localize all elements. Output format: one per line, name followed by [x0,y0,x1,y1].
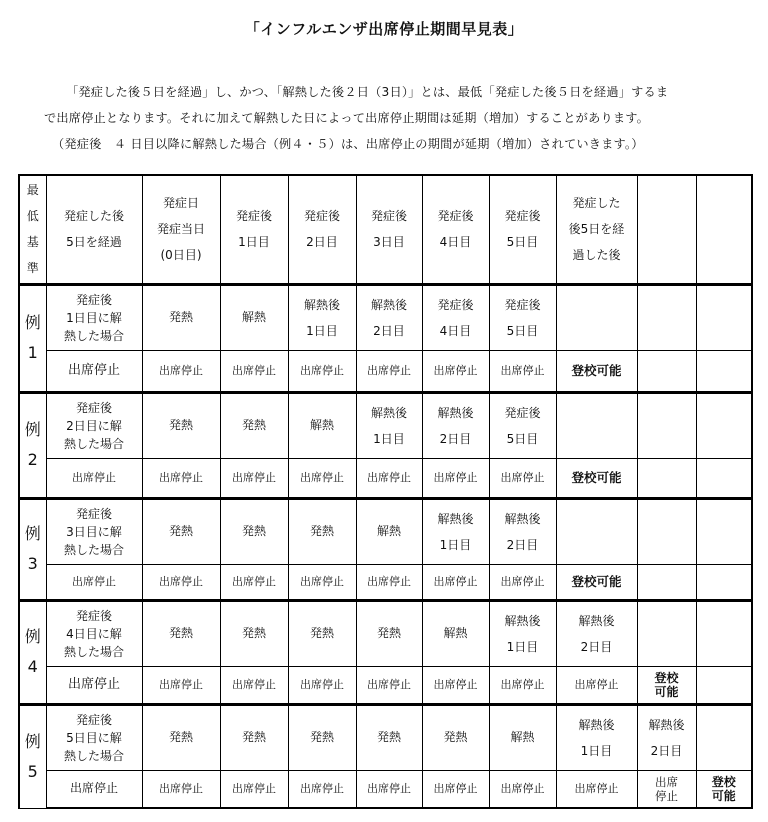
example-status-cell: 登校 可能 [637,666,696,704]
example-day-cell [637,284,696,350]
example-status-cell: 出席停止 [422,350,489,392]
example-status-cell: 出席停止 [220,458,288,498]
header-kijun-char: 準 [26,261,39,276]
example-status-cell: 出席停止 [356,564,422,600]
example-day-cell: 解熱後 1日目 [422,498,489,564]
example-day-cell: 解熱後 2日目 [489,498,556,564]
example-status-cell: 登校可能 [556,564,637,600]
example-label: 例 [24,627,41,646]
example-day-cell: 発熱 [288,704,356,770]
example-3-top-row [19,498,752,564]
header-cell: 発症後 3日目 [356,175,422,284]
header-kijun-char: 低 [26,209,39,224]
example-number: 1 [27,343,38,362]
example-5-top-row [19,704,752,770]
example-status-cell [696,666,752,704]
example-status-cell: 出席停止 [422,666,489,704]
example-status-cell: 出席停止 [288,770,356,808]
example-status-cell [637,350,696,392]
example-status-cell: 出席停止 [422,770,489,808]
example-day-cell: 解熱 [356,498,422,564]
example-day-cell: 解熱後 2日目 [556,600,637,666]
example-day-cell: 解熱後 1日目 [556,704,637,770]
example-status-cell: 登校可能 [556,458,637,498]
example-status-cell: 出席停止 [489,350,556,392]
example-1-top-row [19,284,752,350]
example-status-cell: 出席停止 [356,350,422,392]
example-day-cell: 解熱 [422,600,489,666]
example-case-cell: 発症後 1日目に解 熱した場合 [46,284,142,350]
example-number: 4 [27,657,38,676]
example-day-cell: 解熱 [220,284,288,350]
example-status-cell: 登校 可能 [696,770,752,808]
example-case-cell: 発症後 4日目に解 熱した場合 [46,600,142,666]
example-day-cell [556,284,637,350]
example-status-cell: 出席停止 [142,666,220,704]
example-day-cell [556,498,637,564]
example-day-cell: 発熱 [142,284,220,350]
example-status-cell: 出席停止 [288,564,356,600]
example-day-cell [696,600,752,666]
header-cell: 発症後 2日目 [288,175,356,284]
example-day-cell: 発熱 [288,498,356,564]
example-day-cell: 解熱後 1日目 [356,392,422,458]
intro-line-2: で出席停止となります。それに加えて解熱した日によって出席停止期間は延期（増加）することがあります。 [44,111,650,125]
header-kijun-cell [19,175,46,284]
example-label: 例 [24,524,41,543]
example-day-cell: 発熱 [220,600,288,666]
example-status-cell: 出席停止 [46,666,142,704]
example-status-cell: 出席停止 [220,350,288,392]
example-label-cell [19,600,46,704]
example-status-cell [696,350,752,392]
example-number: 2 [27,450,38,469]
intro-note: （発症後 ４ 日目以降に解熱した場合（例４・５）は、出席停止の期間が延期（増加）されていきます。） [52,137,644,151]
example-status-cell [696,458,752,498]
example-day-cell: 解熱後 2日目 [637,704,696,770]
header-cell: 発症した後 5日を経過 [46,175,142,284]
example-day-cell [696,498,752,564]
example-day-cell [696,284,752,350]
example-status-cell: 出席停止 [142,350,220,392]
attendance-suspension-table [18,174,753,809]
example-day-cell: 発症後 5日目 [489,284,556,350]
example-day-cell [696,392,752,458]
example-status-cell: 出席停止 [556,770,637,808]
header-cell: 発症した 後5日を経 過した後 [556,175,637,284]
example-day-cell: 解熱後 1日目 [288,284,356,350]
example-label: 例 [24,731,41,751]
example-label-cell [19,704,46,808]
example-number: 5 [27,761,38,781]
example-day-cell: 発熱 [220,704,288,770]
example-case-cell: 発症後 2日目に解 熱した場合 [46,392,142,458]
example-day-cell: 発症後 5日目 [489,392,556,458]
example-status-cell: 出席停止 [288,350,356,392]
example-1-bottom-row [19,350,752,392]
example-3-bottom-row [19,564,752,600]
example-day-cell: 発熱 [356,704,422,770]
example-day-cell: 発熱 [142,498,220,564]
header-cell: 発症後 1日目 [220,175,288,284]
example-status-cell: 登校可能 [556,350,637,392]
example-status-cell: 出席停止 [142,564,220,600]
example-status-cell: 出席停止 [556,666,637,704]
example-2-bottom-row [19,458,752,498]
example-status-cell: 出席停止 [489,564,556,600]
example-status-cell: 出席停止 [46,564,142,600]
example-4-top-row [19,600,752,666]
example-status-cell: 出席停止 [46,458,142,498]
example-day-cell: 発熱 [220,392,288,458]
example-day-cell: 発熱 [356,600,422,666]
header-kijun-char: 最 [26,183,39,198]
example-number: 3 [27,554,38,573]
example-day-cell [696,704,752,770]
header-cell [696,175,752,284]
example-4-bottom-row [19,666,752,704]
example-status-cell: 出席停止 [288,458,356,498]
example-day-cell: 発熱 [288,600,356,666]
example-status-cell: 出席停止 [142,770,220,808]
example-case-cell: 発症後 5日目に解 熱した場合 [46,704,142,770]
example-day-cell: 解熱後 2日目 [422,392,489,458]
example-label-cell [19,392,46,498]
example-status-cell: 出席停止 [46,770,142,808]
example-label: 例 [24,313,41,332]
intro-line-1: 「発症した後５日を経過」し、かつ、「解熱した後２日（3日）」とは、最低「発症した後５日を経過」するま [66,85,669,99]
example-day-cell: 解熱後 2日目 [356,284,422,350]
example-status-cell: 出席停止 [220,564,288,600]
example-label-cell [19,498,46,600]
example-status-cell [637,458,696,498]
example-5-bottom-row [19,770,752,808]
header-cell: 発症後 5日目 [489,175,556,284]
example-day-cell: 解熱後 1日目 [489,600,556,666]
header-cell: 発症後 4日目 [422,175,489,284]
example-day-cell: 発熱 [142,392,220,458]
example-status-cell: 出席停止 [356,666,422,704]
header-cell: 発症日 発症当日 (0日目) [142,175,220,284]
example-status-cell: 出席停止 [220,770,288,808]
example-status-cell: 出席停止 [489,770,556,808]
example-day-cell [556,392,637,458]
example-status-cell: 出席停止 [142,458,220,498]
example-day-cell [637,600,696,666]
example-status-cell: 出席停止 [489,458,556,498]
intro-text [44,79,744,157]
example-day-cell: 発熱 [142,704,220,770]
example-status-cell [696,564,752,600]
example-status-cell [637,564,696,600]
example-day-cell: 解熱 [288,392,356,458]
example-day-cell: 解熱 [489,704,556,770]
header-row [19,175,752,284]
example-status-cell: 出席停止 [288,666,356,704]
example-status-cell: 出席停止 [356,770,422,808]
header-cell [637,175,696,284]
example-label-cell [19,284,46,392]
example-2-top-row [19,392,752,458]
example-case-cell: 発症後 3日目に解 熱した場合 [46,498,142,564]
example-day-cell [637,498,696,564]
example-status-cell: 出席停止 [46,350,142,392]
header-kijun-char: 基 [26,235,39,250]
example-status-cell: 出席停止 [489,666,556,704]
page-title: 「インフルエンザ出席停止期間早見表」 [244,20,524,38]
example-status-cell: 出席停止 [220,666,288,704]
example-day-cell: 発熱 [422,704,489,770]
example-day-cell: 発症後 4日目 [422,284,489,350]
example-status-cell: 出席停止 [422,564,489,600]
example-status-cell: 出席停止 [422,458,489,498]
example-day-cell [637,392,696,458]
example-day-cell: 発熱 [220,498,288,564]
example-day-cell: 発熱 [142,600,220,666]
example-status-cell: 出席停止 [356,458,422,498]
example-label: 例 [24,420,41,439]
example-status-cell: 出席 停止 [637,770,696,808]
